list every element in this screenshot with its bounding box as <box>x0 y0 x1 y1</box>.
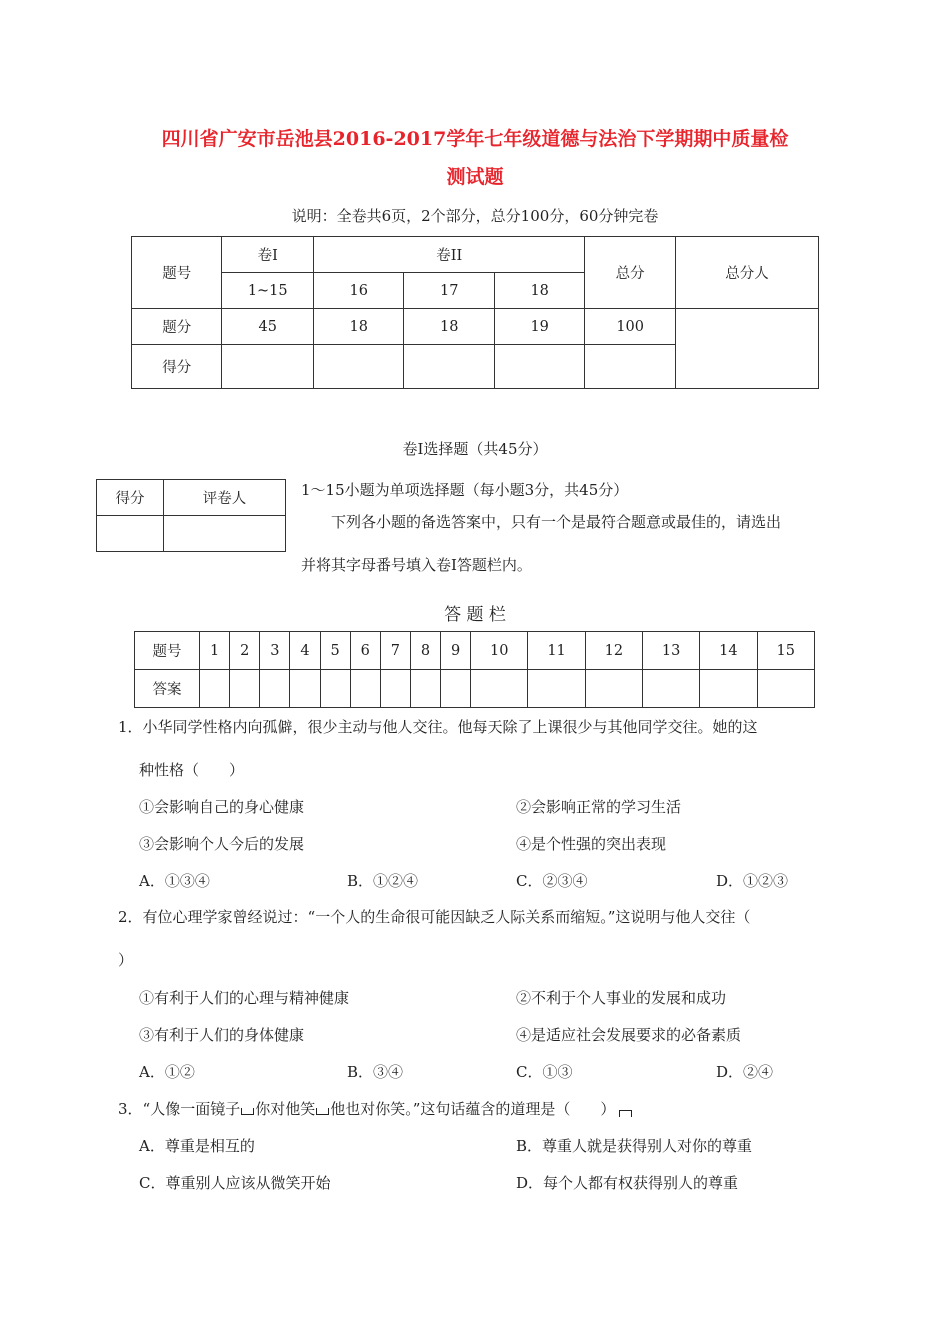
q2-choice-d: D．②④ <box>716 1063 774 1081</box>
page-title-line1: 四川省广安市岳池县2016-2017学年七年级道德与法治下学期期中质量检 <box>161 128 789 150</box>
grader-pingjuanren: 评卷人 <box>164 480 286 516</box>
defen-cell[interactable] <box>314 345 404 389</box>
answer-cell[interactable] <box>200 670 230 708</box>
answer-cell[interactable] <box>260 670 290 708</box>
q2-choice-b: B．③④ <box>347 1063 404 1081</box>
small-bracket-icon <box>316 1108 329 1115</box>
small-bracket-icon <box>241 1108 254 1115</box>
q3-choice-b: B．尊重人就是获得别人对你的尊重 <box>516 1137 753 1155</box>
answer-cell[interactable] <box>528 670 585 708</box>
answer-cell[interactable] <box>471 670 528 708</box>
q2-choice-a: A．①② <box>139 1063 195 1081</box>
grader-name-cell[interactable] <box>164 516 286 552</box>
answer-number: 4 <box>290 632 320 670</box>
answer-number: 15 <box>757 632 814 670</box>
score-table-range: 1~15 <box>222 273 314 309</box>
small-bracket-icon <box>619 1110 632 1117</box>
q1-stem-line1: 1．小华同学性格内向孤僻，很少主动与他人交往。他每天除了上课很少与其他同学交往。她的这 <box>118 718 758 736</box>
answer-cell[interactable] <box>290 670 320 708</box>
answer-bar-title: 答 题 栏 <box>444 605 506 625</box>
page-title-line2: 测试题 <box>446 166 504 188</box>
score-table-tifen: 题分 <box>132 309 222 345</box>
q3-choice-c: C．尊重别人应该从微笑开始 <box>139 1174 331 1192</box>
answer-number: 7 <box>380 632 410 670</box>
answer-number: 10 <box>471 632 528 670</box>
q2-option-2: ②不利于个人事业的发展和成功 <box>516 989 727 1007</box>
q3-choice-d: D．每个人都有权获得别人的尊重 <box>516 1174 739 1192</box>
answer-number: 6 <box>350 632 380 670</box>
answer-cell[interactable] <box>441 670 471 708</box>
grader-defen-cell[interactable] <box>97 516 164 552</box>
q2-option-1: ①有利于人们的心理与精神健康 <box>139 989 350 1007</box>
defen-cell[interactable] <box>494 345 584 389</box>
answer-number: 14 <box>700 632 757 670</box>
score-table-zongfen: 总分 <box>585 237 676 309</box>
answer-number: 1 <box>200 632 230 670</box>
answer-cell[interactable] <box>230 670 260 708</box>
score-table-q17: 17 <box>404 273 494 309</box>
answer-cell[interactable] <box>350 670 380 708</box>
exam-note: 说明：全卷共6页，2个部分，总分100分，60分钟完卷 <box>291 207 659 225</box>
q1-choice-d: D．①②③ <box>716 872 789 890</box>
section-title: 卷I选择题（共45分） <box>402 440 548 458</box>
answer-number: 9 <box>441 632 471 670</box>
score-table-zongfenren: 总分人 <box>675 237 818 309</box>
tifen-val: 45 <box>222 309 314 345</box>
grader-defen: 得分 <box>97 480 164 516</box>
answer-cell[interactable] <box>642 670 699 708</box>
q3-choice-a: A．尊重是相互的 <box>139 1137 255 1155</box>
answer-cell[interactable] <box>700 670 757 708</box>
q1-choice-b: B．①②④ <box>347 872 419 890</box>
score-table-juan2: 卷II <box>314 237 585 273</box>
q3-stem-part-b: 你对他笑 <box>255 1100 316 1118</box>
score-table-q18: 18 <box>494 273 584 309</box>
q1-option-1: ①会影响自己的身心健康 <box>139 798 305 816</box>
instructions-line3: 并将其字母番号填入卷I答题栏内。 <box>301 556 532 574</box>
answer-number: 11 <box>528 632 585 670</box>
score-table-tihao: 题号 <box>132 237 222 309</box>
instructions-line2: 下列各小题的备选答案中，只有一个是最符合题意或最佳的，请选出 <box>331 513 782 531</box>
answer-cell[interactable] <box>380 670 410 708</box>
q2-choice-c: C．①③ <box>516 1063 573 1081</box>
q1-stem-line2: 种性格（ ） <box>139 761 245 779</box>
answer-number: 5 <box>320 632 350 670</box>
answer-bar-daan: 答案 <box>135 670 200 708</box>
q3-stem-part-c: 他也对你笑。”这句话蕴含的道理是（ ） <box>330 1100 616 1118</box>
q2-option-4: ④是适应社会发展要求的必备素质 <box>516 1026 742 1044</box>
defen-cell[interactable] <box>404 345 494 389</box>
answer-number: 2 <box>230 632 260 670</box>
answer-cell[interactable] <box>757 670 814 708</box>
q1-choice-a: A．①③④ <box>139 872 210 890</box>
answer-number: 12 <box>585 632 642 670</box>
score-table <box>131 236 819 389</box>
q1-option-2: ②会影响正常的学习生活 <box>516 798 682 816</box>
tifen-val: 18 <box>314 309 404 345</box>
answer-bar-tihao: 题号 <box>135 632 200 670</box>
q1-option-3: ③会影响个人今后的发展 <box>139 835 305 853</box>
answer-number: 13 <box>642 632 699 670</box>
q3-stem <box>118 1098 636 1119</box>
tifen-val: 100 <box>585 309 676 345</box>
q3-stem-part-a: 3．“人像一面镜子 <box>118 1100 241 1118</box>
q2-option-3: ③有利于人们的身体健康 <box>139 1026 305 1044</box>
score-table-defen: 得分 <box>132 345 222 389</box>
score-table-q16: 16 <box>314 273 404 309</box>
q2-stem-line2: ） <box>118 951 134 969</box>
score-table-juan1: 卷I <box>222 237 314 273</box>
answer-number: 3 <box>260 632 290 670</box>
grader-table <box>96 479 286 552</box>
instructions-line1: 1～15小题为单项选择题（每小题3分，共45分） <box>301 481 629 499</box>
answer-cell[interactable] <box>410 670 440 708</box>
defen-cell[interactable] <box>585 345 676 389</box>
q2-stem-line1: 2．有位心理学家曾经说过：“一个人的生命很可能因缺乏人际关系而缩短。”这说明与他人交往（ <box>118 908 751 926</box>
zongfenren-cell[interactable] <box>675 309 818 389</box>
defen-cell[interactable] <box>222 345 314 389</box>
answer-number: 8 <box>410 632 440 670</box>
q1-choice-c: C．②③④ <box>516 872 588 890</box>
tifen-val: 18 <box>404 309 494 345</box>
q1-option-4: ④是个性强的突出表现 <box>516 835 667 853</box>
answer-bar-table <box>134 631 815 708</box>
tifen-val: 19 <box>494 309 584 345</box>
answer-cell[interactable] <box>320 670 350 708</box>
answer-cell[interactable] <box>585 670 642 708</box>
